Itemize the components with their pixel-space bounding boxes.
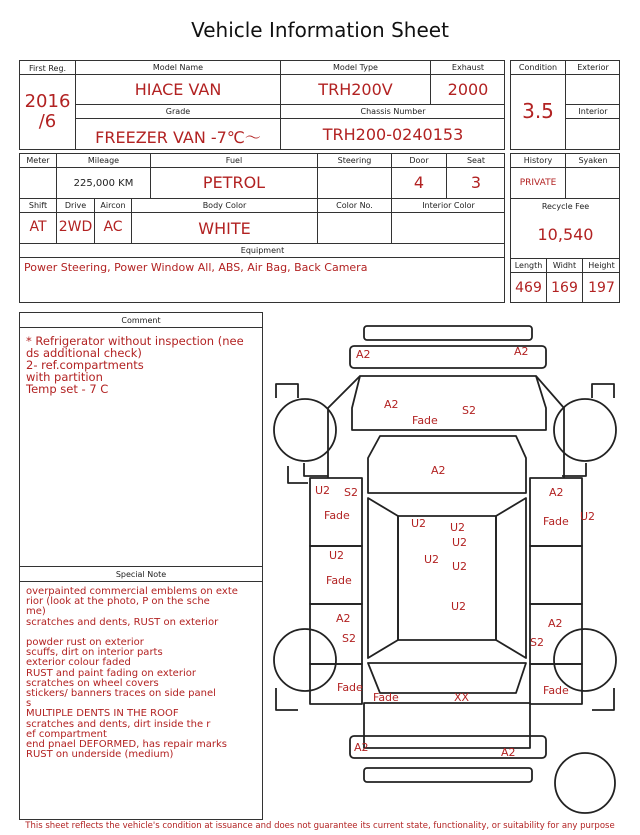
damage-mark: U2 [315,484,331,497]
color-no-label-cell [318,199,392,213]
grade-label: Grade [165,107,191,116]
interior-color-cell [392,213,505,244]
damage-mark: A2 [501,746,516,759]
syaken-cell [566,168,620,199]
exhaust-label-cell [431,61,505,75]
front-right-fender-top [592,384,614,398]
width-label-cell [547,259,583,273]
left-a-pillar [328,376,360,478]
comment-label-cell [20,313,262,328]
fuel-cell [151,168,318,199]
rear-lower-strip [364,768,532,782]
front-left-fender-bottom [304,463,328,476]
special-note-line: me) [26,606,46,618]
damage-mark: U2 [580,510,596,523]
special-note-line: overpainted commercial emblems on exte [26,586,238,597]
comment-text [26,335,244,395]
chassis-number: TRH200-0240153 [322,125,464,144]
condition-cell [511,75,566,150]
first-reg-year: 2016 [24,91,71,112]
damage-mark: S2 [342,632,356,645]
shift: AT [29,219,47,235]
syaken-label: Syaken [578,156,608,165]
special-note-line: RUST and paint fading on exterior [26,667,196,679]
special-note-label-cell [20,566,262,582]
history: PRIVATE [519,178,557,188]
special-note-line: MULTIPLE DENTS IN THE ROOF [26,708,179,720]
exhaust-cell [431,75,505,105]
damage-mark: U2 [452,536,468,549]
damage-mark: Fade [326,574,352,587]
special-note-line: ef compartment [26,728,107,740]
interior-color-label-cell [392,199,505,213]
drive-label-cell [57,199,95,213]
damage-mark: U2 [411,517,427,530]
comment-line: * Refrigerator without inspection (nee [26,334,244,348]
recycle-fee-cell [511,199,620,259]
seat-label-cell [447,154,505,168]
equipment-label-cell [20,244,505,258]
fuel-label: Fuel [225,156,243,165]
damage-mark: Fade [337,681,363,694]
grade: FREEZER VAN -7℃～ [95,128,261,147]
front-left-wheel [274,399,336,461]
special-note-line: RUST on underside (medium) [26,749,174,761]
recycle-fee: 10,540 [537,225,594,244]
color-no-cell [318,213,392,244]
model-type-cell [281,75,431,105]
special-note-line: scratches on wheel covers [26,677,159,689]
height-cell [583,273,620,303]
seat-cell [447,168,505,199]
aircon-label: Aircon [100,201,126,210]
model-type-label-cell [281,61,431,75]
recycle-fee-label: Recycle Fee [541,202,590,211]
back-door [364,703,530,748]
special-note-line: s [26,698,32,710]
special-note-line: scuffs, dirt on interior parts [26,647,163,659]
seat-label: Seat [466,156,486,165]
roof-left-rail [368,498,398,658]
rear-window [368,663,526,693]
exterior-label: Exterior [577,63,609,72]
aircon: AC [103,219,123,235]
seat: 3 [470,173,482,192]
notes-box [19,312,263,820]
meter-label: Meter [26,156,50,165]
special-note-line: powder rust on exterior [26,637,144,648]
main-info-top [19,60,505,150]
meter-label-cell [20,154,57,168]
damage-mark: S2 [462,404,476,417]
drive: 2WD [58,219,93,235]
rear-left-fender [276,688,298,710]
front-upper-strip [364,326,532,340]
history-box [510,153,620,303]
drive-cell [57,213,95,244]
height-label: Height [588,261,615,270]
width-label: Widht [552,261,577,270]
roof-right-rail [496,498,526,658]
chassis-label-cell [281,105,505,119]
damage-mark: Fade [543,515,569,528]
comment-line: Temp set - 7 C [26,382,109,396]
damage-mark: A2 [431,464,446,477]
body-color-cell [132,213,318,244]
special-note-line: exterior colour faded [26,657,131,669]
syaken-label-cell [566,154,620,168]
damage-mark: U2 [450,521,466,534]
special-note-line: stickers/ banners traces on side panel [26,688,216,700]
model-name-cell [76,75,281,105]
condition-box [510,60,620,150]
model-type: TRH200V [318,80,393,99]
exhaust-label: Exhaust [451,63,485,72]
damage-mark: U2 [424,553,440,566]
history-cell [511,168,566,199]
special-note-line: scratches and dents, RUST on exterior [26,616,219,628]
damage-mark: S2 [344,486,358,499]
vehicle-damage-diagram [268,318,628,818]
condition-grade: 3.5 [522,99,554,123]
comment-label: Comment [121,316,161,325]
shift-cell [20,213,57,244]
damage-mark: A2 [514,345,529,358]
comment-line: 2- ref.compartments [26,358,144,372]
length-cell [511,273,547,303]
damage-mark: A2 [356,348,371,361]
body-color: WHITE [198,219,251,238]
door: 4 [413,173,425,192]
damage-mark: U2 [451,600,467,613]
aircon-cell [95,213,132,244]
shift-label: Shift [28,201,48,210]
length-label-cell [511,259,547,273]
width: 169 [551,280,578,296]
damage-mark: Fade [543,684,569,697]
model-name-label-cell [76,61,281,75]
body-color-label-cell [132,199,318,213]
history-label: History [523,156,553,165]
damage-mark: XX [454,691,470,704]
rear-right-wheel [554,629,616,691]
exterior-label-cell [566,61,620,75]
grade-label-cell [76,105,281,119]
length-label: Length [514,261,543,270]
color-no-label: Color No. [336,201,373,210]
rear-right-fender [592,688,614,710]
damage-mark: S2 [530,636,544,649]
steering-cell [318,168,392,199]
damage-mark: U2 [452,560,468,573]
model-type-label: Model Type [333,63,378,72]
equipment-list: Power Steering, Power Window All, ABS, Air Bag, Back Camera [24,261,368,274]
meter-cell [20,168,57,199]
steering-label-cell [318,154,392,168]
front-left-fender-trim [288,466,308,483]
condition-label-cell [511,61,566,75]
damage-mark: U2 [329,549,345,562]
first-reg-month: /6 [38,111,57,132]
special-note-text [26,587,238,760]
disclaimer-footer: This sheet reflects the vehicle's condition at issuance and does not guarantee its current state, functionality, or suitability for any purpose [25,821,615,831]
windshield [368,436,526,493]
damage-mark: A2 [549,486,564,499]
special-note-line: rior (look at the photo, P on the sche [26,596,210,608]
mileage-cell [57,168,151,199]
interior-label-cell [566,105,620,119]
drive-label: Drive [64,201,87,210]
aircon-label-cell [95,199,132,213]
rear-left-wheel [274,629,336,691]
chassis-number-label: Chassis Number [360,107,426,116]
height-label-cell [583,259,620,273]
special-note-line: scratches and dents, dirt inside the r [26,718,211,730]
exhaust: 2000 [447,80,489,99]
rear-bumper [350,736,546,758]
interior-color-label: Interior Color [422,201,475,210]
front-left-fender-top [276,384,298,398]
chassis-cell [281,119,505,150]
damage-mark: Fade [324,509,350,522]
front-right-fender-bottom [562,463,586,476]
fuel-label-cell [151,154,318,168]
first-reg-label: First Reg. [28,64,67,73]
length: 469 [515,280,542,296]
body-color-label: Body Color [202,201,247,210]
hood-panel [352,376,546,430]
exterior-cell [566,75,620,105]
door-label-cell [392,154,447,168]
condition-label: Condition [518,63,558,72]
rear-right-door [530,546,582,604]
shift-label-cell [20,199,57,213]
comment-line: ds additional check) [26,346,142,360]
comment-line: with partition [26,370,103,384]
mileage: 225,000 KM [73,178,134,189]
damage-mark: A2 [354,741,369,754]
equipment-label: Equipment [240,246,285,255]
main-info-bottom [19,153,505,303]
spare-wheel [555,753,615,813]
damage-mark: Fade [373,691,399,704]
mileage-label: Mileage [87,156,120,165]
interior-label: Interior [578,107,608,116]
door-label: Door [409,156,429,165]
height: 197 [588,280,615,296]
special-note-label: Special Note [115,570,167,579]
door-cell [392,168,447,199]
mileage-label-cell [57,154,151,168]
special-note-line: end pnael DEFORMED, has repair marks [26,739,227,751]
roof-panel [398,516,496,640]
steering-label: Steering [337,156,372,165]
right-quarter [530,604,582,664]
sheet-title: Vehicle Information Sheet [191,18,449,42]
fuel: PETROL [202,173,266,192]
first-reg-cell [20,61,76,150]
damage-mark: A2 [384,398,399,411]
model-name-label: Model Name [152,63,204,72]
model-name: HIACE VAN [134,80,222,99]
damage-mark: A2 [548,617,563,630]
grade-cell [76,119,281,150]
damage-mark: A2 [336,612,351,625]
damage-mark: Fade [412,414,438,427]
history-label-cell [511,154,566,168]
width-cell [547,273,583,303]
